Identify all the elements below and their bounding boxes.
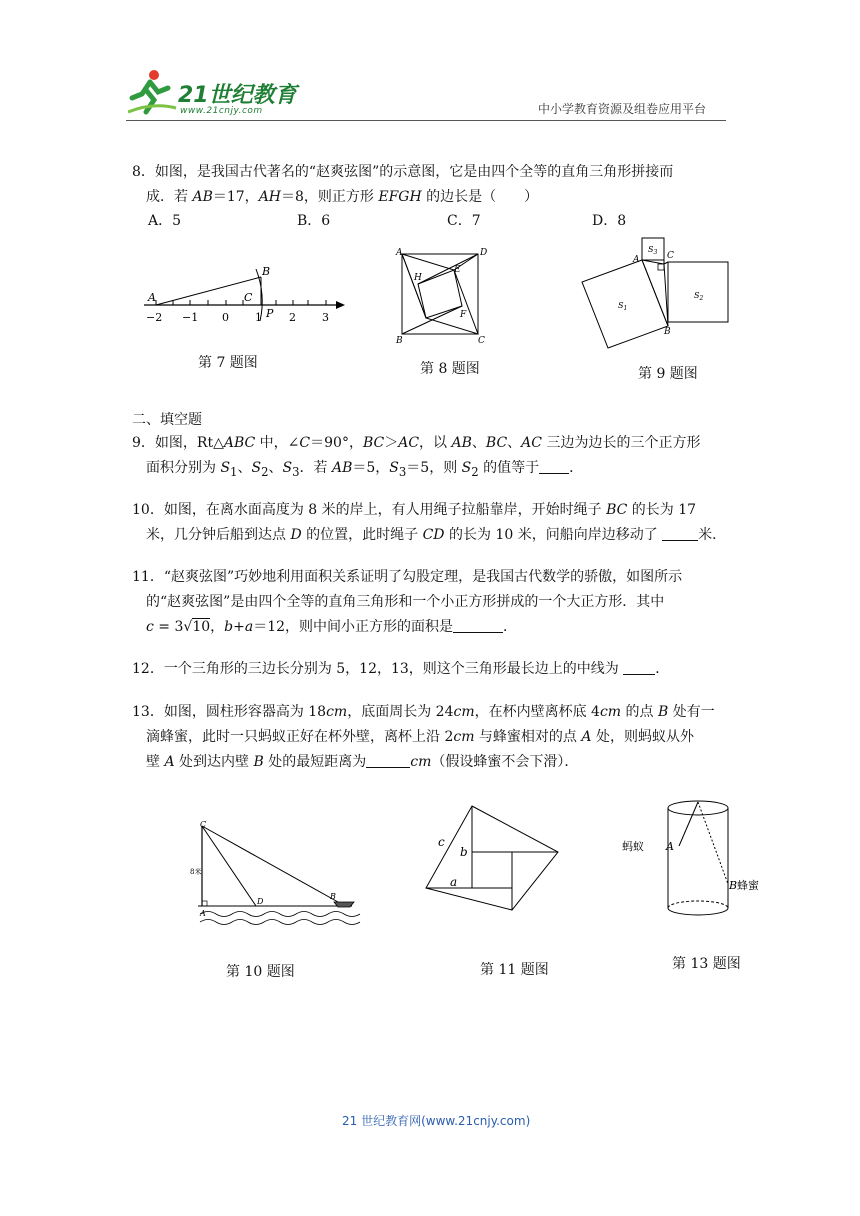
figure-7 (138, 255, 353, 335)
q13-text: ，在杯内壁离杯底 4 (474, 704, 600, 720)
footer-link[interactable]: 21 世纪教育网(www.21cnjy.com) (342, 1114, 531, 1128)
q13-unit: cm (599, 704, 622, 720)
fig9-caption: 第 9 题图 (638, 366, 698, 382)
q9-line1 (132, 431, 742, 456)
q11-text: + (233, 619, 245, 635)
fig9-label-s3: $S_3$ (648, 245, 658, 256)
q10-text: 米，几分钟后船到达点 (146, 527, 291, 543)
fig10-label-c: C (200, 820, 207, 829)
fig7-caption: 第 7 题图 (198, 355, 258, 371)
fig7-tick-label: −2 (146, 311, 163, 324)
q10-text: 的位置，此时绳子 (301, 527, 423, 543)
q11-radicand: 10 (192, 619, 211, 635)
fig7-tick-label: 0 (222, 311, 229, 324)
q9-text: 三边为边长的三个正方形 (542, 435, 701, 451)
fig7-label-c: C (244, 291, 253, 304)
q9-var: ABC (223, 435, 256, 451)
q11-line1: 11．“赵爽弦图”巧妙地利用面积关系证明了勾股定理，是我国古代数学的骄傲，如图所示 (132, 569, 683, 585)
q10-text: 米． (698, 527, 727, 543)
q11-var: b (224, 619, 234, 635)
q8-option-b[interactable]: B．6 (297, 213, 331, 229)
fig11-caption: 第 11 题图 (480, 962, 549, 978)
q12-text: ． (655, 661, 670, 677)
fig8-label-b: B (396, 336, 403, 346)
q13-answer-blank[interactable] (366, 752, 410, 768)
logo-text: 21世纪教育 (178, 83, 297, 108)
q13-text: （假设蜂蜜不会下滑）． (431, 754, 579, 770)
q13-text: 处，则蚂蚁从外 (591, 729, 694, 745)
q13-text: 处的最短距离为 (263, 754, 367, 770)
fig7-label-a: A (148, 291, 156, 304)
q13-text: 处到达内壁 (174, 754, 254, 770)
q9-var: AB (451, 435, 472, 451)
q8-option-c[interactable]: C．7 (447, 213, 481, 229)
figure-10 (180, 818, 370, 934)
q9-text: ＝5， (352, 460, 390, 476)
q8-text: 的边长是（ ） (421, 189, 539, 205)
fig8-label-f: F (460, 310, 467, 320)
q9-text: ． (569, 460, 584, 476)
q11-line3 (132, 615, 742, 640)
figure-8 (392, 244, 492, 348)
q9-var: S (461, 460, 472, 476)
q8-option-a[interactable]: A．5 (148, 213, 182, 229)
fig7-label-b: B (262, 265, 271, 278)
q10-text: 的长为 10 米，问船向岸边移动了 (444, 527, 663, 543)
q9-var: AC (521, 435, 542, 451)
q9-var: C (299, 435, 311, 451)
fig7-tick-label: 1 (255, 311, 262, 324)
q9-sub: 2 (261, 464, 269, 479)
q10-var: D (290, 527, 302, 543)
q8-text: 成．若 (146, 189, 193, 205)
fig10-label-b: B (330, 892, 336, 901)
q10-text: 10．如图，在离水面高度为 8 米的岸上，有人用绳子拉船靠岸，开始时绳子 (132, 502, 607, 518)
header (126, 60, 726, 122)
question-9 (132, 431, 742, 485)
fig13-label-a: A (666, 840, 674, 853)
q8-option-d[interactable]: D．8 (592, 213, 627, 229)
fig10-caption: 第 10 题图 (226, 964, 295, 980)
q13-line2 (132, 725, 742, 750)
q9-var: BC (485, 435, 508, 451)
q9-line2: 面积分别为 $S_1$、$S_2$、$S_3$．若 AB＝5，$S_3=5$，则 $S_2$ 的值等于 ． (146, 460, 584, 479)
q13-unit: cm (326, 704, 348, 720)
fig11-label-a: a (450, 875, 458, 889)
q10-answer-blank[interactable] (662, 525, 698, 541)
q9-var: S (220, 460, 231, 476)
q12-text: 12．一个三角形的三边长分别为 5，12，13，则这个三角形最长边上的中线为 (132, 661, 624, 677)
q9-var: AB (331, 460, 353, 476)
figure-9 (578, 234, 733, 354)
logo-runner-icon (128, 68, 178, 116)
q9-text: ．若 (299, 460, 332, 476)
q13-text: 壁 (146, 754, 165, 770)
fig9-label-c: C (667, 251, 674, 261)
fig11-label-b: b (460, 845, 468, 859)
q10-var: BC (606, 502, 628, 518)
fig9-label-b: B (664, 327, 671, 337)
fig9-label-a: A (633, 255, 640, 265)
q9-answer-blank[interactable] (539, 458, 569, 474)
q11-answer-blank[interactable] (453, 617, 503, 633)
q13-text: 处有一 (668, 704, 715, 720)
q9-var: S (389, 460, 399, 476)
q8-text: ＝17， (212, 189, 259, 205)
q9-text: ＝90°， (310, 435, 363, 451)
fig8-label-h: H (414, 273, 422, 283)
q10-text: 的长为 17 (627, 502, 697, 518)
fig11-label-c: c (438, 835, 445, 849)
q13-text: 的点 (621, 704, 658, 720)
q9-text: 面积分别为 (146, 460, 221, 476)
fig8-caption: 第 8 题图 (420, 361, 480, 377)
figure-11 (420, 800, 565, 918)
fig10-label-height: 8米 (190, 868, 202, 876)
fig7-tick-label: 2 (289, 311, 296, 324)
fig9-label-s1: $S_1$ (618, 301, 628, 312)
header-divider (126, 120, 726, 121)
question-10 (132, 498, 742, 548)
q12-answer-blank[interactable] (623, 659, 655, 675)
fig8-label-d: D (480, 248, 488, 258)
q8-var: AH (258, 189, 282, 205)
q11-text: ＝12，则中间小正方形的面积是 (253, 619, 454, 635)
q10-line1 (132, 498, 742, 523)
q9-var: S (282, 460, 293, 476)
platform-name: 中小学教育资源及组卷应用平台 (538, 102, 707, 116)
q11-var: a (244, 619, 254, 635)
q11-text: ， (210, 619, 225, 635)
q13-unit: cm (453, 704, 475, 720)
fig7-label-p: P (266, 307, 274, 320)
q13-var: B (253, 754, 264, 770)
fig13-label-ant: 蚂蚁 (622, 840, 644, 853)
q11-text: = 3 (153, 619, 184, 635)
q11-var: c (146, 619, 154, 635)
q13-line1 (132, 700, 742, 725)
q13-unit: cm (410, 754, 432, 770)
q9-var: AC (398, 435, 420, 451)
q9-var: S (251, 460, 262, 476)
q13-line3 (132, 750, 742, 775)
fig8-label-a: A (396, 248, 403, 258)
fig8-label-e: E (454, 265, 461, 275)
q9-text: ＝5，则 (406, 460, 462, 476)
q9-text: 9．如图，Rt△ (132, 435, 224, 451)
q13-text: 与蜂蜜相对的点 (474, 729, 582, 745)
q8-var: EFGH (378, 189, 422, 205)
q13-var: A (164, 754, 175, 770)
q9-text: ，以 (419, 435, 452, 451)
q8-line1: 8．如图，是我国古代著名的“赵爽弦图”的示意图，它是由四个全等的直角三角形拼接而 (132, 164, 674, 180)
q9-text: 、 (471, 435, 486, 451)
q10-line2 (132, 523, 742, 548)
q13-var: A (581, 729, 592, 745)
q8-var: AB (192, 189, 213, 205)
question-13 (132, 700, 742, 775)
q9-sub: 3 (398, 464, 407, 479)
q9-text: 、 (507, 435, 522, 451)
q9-sub: 3 (292, 464, 300, 479)
section-fill-blank-title: 二、填空题 (132, 412, 202, 428)
q9-text: 中，∠ (255, 435, 300, 451)
fig8-label-c: C (478, 336, 485, 346)
q10-var: CD (422, 527, 445, 543)
sqrt-icon: √ (183, 619, 193, 635)
q13-text: 滴蜂蜜，此时一只蚂蚁正好在杯外壁，离杯上沿 2 (146, 729, 454, 745)
fig13-label-b: B (729, 879, 738, 892)
q9-text: ＞ (384, 435, 399, 451)
q8-line2 (132, 185, 732, 210)
q11-line2: 的“赵爽弦图”是由四个全等的直角三角形和一个小正方形拼成的一个大正方形．其中 (146, 594, 665, 610)
q11-text: ． (503, 619, 518, 635)
logo-url: www.21cnjy.com (180, 106, 263, 116)
fig13-label-honey: 蜂蜜 (737, 879, 759, 892)
q13-text: ，底面周长为 24 (347, 704, 454, 720)
q8-text: ＝8，则正方形 (281, 189, 379, 205)
figure-13 (612, 796, 772, 926)
fig10-label-d: D (257, 897, 264, 906)
q9-sub: 2 (471, 464, 479, 479)
fig9-label-s2: $S_2$ (694, 291, 704, 302)
q9-text: 的值等于 (478, 460, 540, 476)
fig7-tick-label: −1 (182, 311, 199, 324)
fig10-label-a: A (200, 909, 206, 918)
q9-sub: 1 (230, 464, 238, 479)
question-12 (132, 657, 742, 682)
question-8 (132, 160, 732, 210)
q13-text: 13．如图，圆柱形容器高为 18 (132, 704, 327, 720)
fig13-caption: 第 13 题图 (672, 956, 741, 972)
question-11 (132, 565, 742, 640)
q13-var: B (658, 704, 669, 720)
q9-var: BC (362, 435, 385, 451)
fig7-tick-label: 3 (322, 311, 329, 324)
q13-unit: cm (453, 729, 475, 745)
